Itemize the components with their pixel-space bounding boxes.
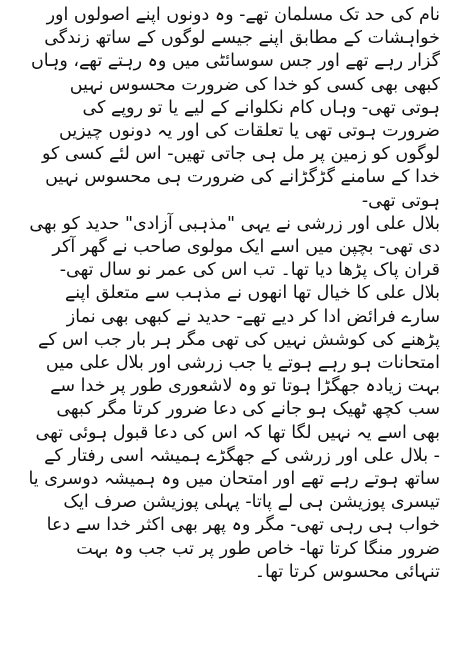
text-line: سب کچھ ٹھیک ہو جانے کی دعا ضرور کرتا مگر کبھی: [56, 399, 440, 420]
text-line: قران پاک پڑھا دیا تھا۔ تب اس کی عمر نو سال تھی-: [59, 260, 440, 281]
text-line: گزار رہے تھے اور جس سوسائٹی میں وہ رہتے تھے، وہاں: [30, 51, 440, 72]
text-line: پڑھنے کی کوشش نہیں کی تھی مگر ہر بار جب اس کے: [38, 329, 440, 350]
text-line: ضرور منگا کرتا تھا- خاص طور پر تب جب وہ بہت: [76, 538, 440, 559]
text-line: نام کی حد تک مسلمان تھے- وہ دونوں اپنے اصولوں اور: [46, 5, 440, 25]
text-line: خواہشات کے مطابق اپنے جیسے لوگوں کے ساتھ زندگی: [44, 28, 440, 49]
text-line: ہوتی تھی- وہاں کام نکلوانے کے لیے یا تو روپے کی: [82, 97, 440, 118]
text-line: سارے فرائض ادا کر دیے تھے- حدید نے کبھی بھی نماز: [66, 306, 440, 327]
text-line: بھی اسے یہ نہیں لگا تھا کہ اس کی دعا قبول ہوئی تھی: [35, 422, 440, 443]
text-line: ساتھ ہوتے رہے تھے اور امتحان میں وہ ہمیشہ دوسری یا: [28, 469, 440, 490]
paragraph-1: [6, 4, 440, 213]
text-line: امتحانات ہو رہے ہوتے یا جب زرشی اور بلال علی میں: [45, 353, 440, 374]
text-line: خدا کے سامنے گڑگڑانے کی ضرورت ہی محسوس نہیں: [45, 167, 440, 188]
text-line: - بلال علی اور زرشی کے جھگڑے ہمیشہ اسی رفتار کے: [44, 445, 440, 466]
text-line: تیسری پوزیشن ہی لے پاتا- پہلی پوزیشن صرف ایک: [63, 492, 440, 513]
text-line: بہت زیادہ جھگڑا ہوتا تو وہ لاشعوری طور پر خدا سے: [50, 376, 440, 397]
text-line: دی تھی- بچپن میں اسے ایک مولوی صاحب نے گھر آکر: [52, 237, 440, 258]
text-line: بلال علی کا خیال تھا انھوں نے مذہب سے متعلق اپنے: [64, 283, 440, 304]
text-line: کبھی بھی کسی کو خدا کی ضرورت محسوس نہیں: [69, 74, 440, 95]
text-line: خواب ہی رہی تھی- مگر وہ پھر بھی اکثر خدا سے دعا: [46, 515, 440, 536]
text-line: بلال علی اور زرشی نے یہی "مذہبی آزادی" حدید کو بھی: [29, 213, 440, 234]
text-line: ہوتی تھی-: [361, 190, 440, 211]
paragraph-2: [6, 213, 440, 584]
text-line: ضرورت ہوتی تھی یا تعلقات کی اور یہ دونوں چیزیں: [59, 121, 440, 142]
text-line: تنہائی محسوس کرتا تھا۔: [254, 561, 440, 582]
text-line: لوگوں کو زمین پر مل ہی جاتی تھیں- اس لئے کسی کو: [41, 144, 440, 165]
